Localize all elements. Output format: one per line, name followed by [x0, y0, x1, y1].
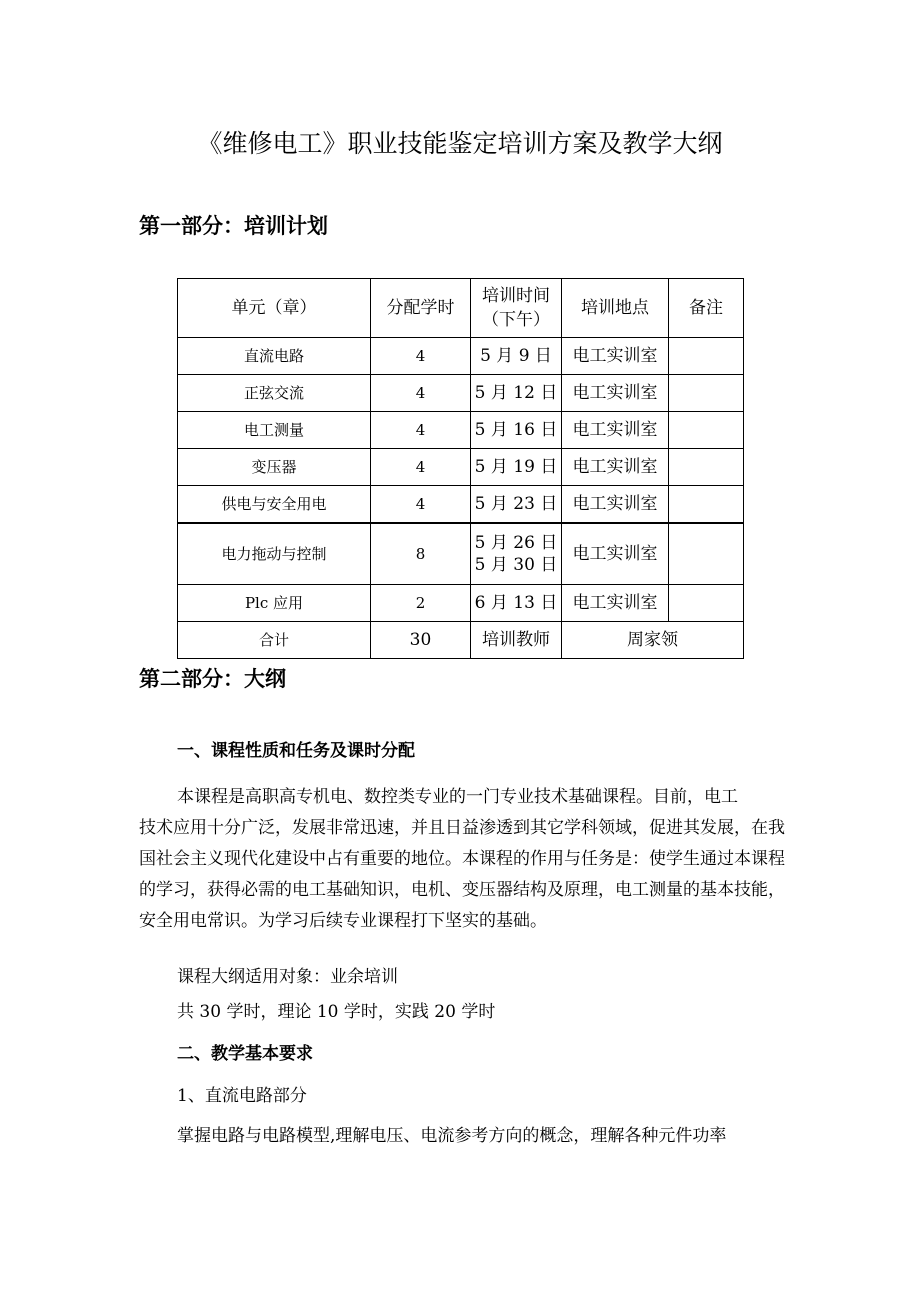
cell-unit: Plc 应用	[178, 585, 371, 622]
cell-time: 5 月 16 日	[471, 412, 562, 449]
sub1-text: 掌握电路与电路模型,理解电压、电流参考方向的概念，理解各种元件功率	[177, 1126, 727, 1146]
cell-unit: 电力拖动与控制	[178, 523, 371, 585]
table-row	[178, 585, 744, 622]
audience-line: 课程大纲适用对象：业余培训	[177, 967, 398, 987]
header-time	[471, 279, 562, 338]
cell-time: 5 月 23 日	[471, 486, 562, 524]
cell-unit: 正弦交流	[178, 375, 371, 412]
section1-paragraph-line1: 本课程是高职高专机电、数控类专业的一门专业技术基础课程。目前，电工	[177, 787, 738, 807]
cell-hours: 2	[371, 585, 471, 622]
cell-unit: 供电与安全用电	[178, 486, 371, 524]
cell-total-label: 合计	[178, 622, 371, 659]
cell-location: 电工实训室	[562, 486, 669, 524]
cell-teacher-label: 培训教师	[471, 622, 562, 659]
cell-remarks	[669, 449, 744, 486]
cell-hours: 4	[371, 412, 471, 449]
section1-paragraph	[177, 782, 789, 813]
header-unit: 单元（章）	[178, 279, 371, 338]
cell-remarks	[669, 412, 744, 449]
cell-location: 电工实训室	[562, 375, 669, 412]
cell-remarks	[669, 375, 744, 412]
cell-time-line2: 5 月 30 日	[474, 555, 558, 575]
table-row	[178, 449, 744, 486]
header-location: 培训地点	[562, 279, 669, 338]
section1-heading: 一、课程性质和任务及课时分配	[177, 741, 415, 761]
table-row	[178, 375, 744, 412]
cell-unit: 变压器	[178, 449, 371, 486]
cell-location: 电工实训室	[562, 412, 669, 449]
cell-location: 电工实训室	[562, 338, 669, 375]
cell-hours: 4	[371, 486, 471, 524]
table-row	[178, 486, 744, 524]
cell-time-line1: 5 月 26 日	[474, 533, 558, 553]
cell-time: 5 月 19 日	[471, 449, 562, 486]
section2-heading: 二、教学基本要求	[177, 1044, 313, 1064]
cell-time: 6 月 13 日	[471, 585, 562, 622]
part2-heading: 第二部分：大纲	[139, 667, 286, 691]
document-title: 《维修电工》职业技能鉴定培训方案及教学大纲	[197, 129, 723, 158]
cell-time	[471, 523, 562, 585]
cell-remarks	[669, 523, 744, 585]
cell-time: 5 月 12 日	[471, 375, 562, 412]
hours-summary-line: 共 30 学时，理论 10 学时，实践 20 学时	[177, 1002, 496, 1022]
cell-total-hours: 30	[371, 622, 471, 659]
table-row	[178, 523, 744, 585]
table-header-row	[178, 279, 744, 338]
cell-hours: 4	[371, 338, 471, 375]
cell-location: 电工实训室	[562, 585, 669, 622]
cell-time: 5 月 9 日	[471, 338, 562, 375]
training-plan-table	[177, 278, 744, 659]
cell-hours: 4	[371, 449, 471, 486]
section1-paragraph-rest: 技术应用十分广泛，发展非常迅速，并且日益渗透到其它学科领域，促进其发展，在我国社会主义现代化建设中占有重要的地位。本课程的作用与任务是：使学生通过本课程的学习，获得必需的电工基础知识，电机、变压器结构及原理，电工测量的基本技能，安全用电常识。为学习后续专业课程打下坚实的基础。	[139, 818, 785, 931]
header-time-line1: 培训时间	[482, 286, 550, 306]
header-time-line2: （下午）	[482, 310, 550, 330]
cell-unit: 直流电路	[178, 338, 371, 375]
cell-teacher-name: 周家领	[562, 622, 744, 659]
cell-remarks	[669, 585, 744, 622]
cell-location: 电工实训室	[562, 449, 669, 486]
part1-heading: 第一部分：培训计划	[139, 214, 328, 238]
cell-remarks	[669, 486, 744, 524]
cell-location: 电工实训室	[562, 523, 669, 585]
cell-hours: 4	[371, 375, 471, 412]
cell-hours: 8	[371, 523, 471, 585]
sub1-heading: 1、直流电路部分	[177, 1086, 307, 1106]
cell-remarks	[669, 338, 744, 375]
header-remarks: 备注	[669, 279, 744, 338]
table-row	[178, 412, 744, 449]
table-total-row	[178, 622, 744, 659]
cell-unit: 电工测量	[178, 412, 371, 449]
table-row	[178, 338, 744, 375]
header-hours: 分配学时	[371, 279, 471, 338]
